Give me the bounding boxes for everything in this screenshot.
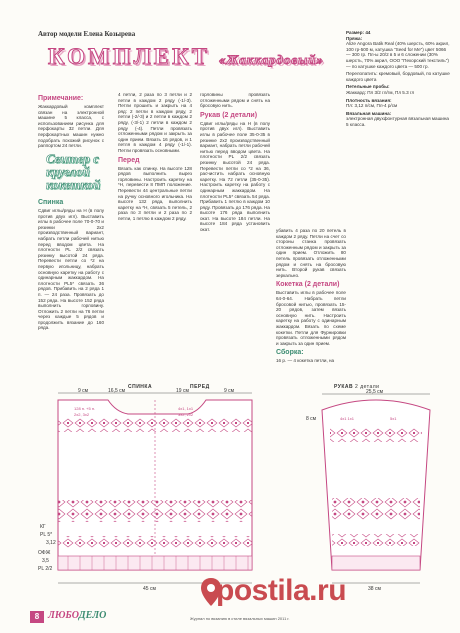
title-main: КОМПЛЕКТ	[48, 44, 211, 69]
sleeve-band-lower	[332, 534, 420, 546]
size-label: Размер: 44	[346, 30, 371, 35]
materials-sidebar	[346, 30, 450, 230]
back-heading: Спинка	[38, 199, 64, 206]
stitch-note-1: 128 п. +5 п.	[74, 406, 96, 411]
right2-column	[276, 228, 346, 366]
subtitle-text: Свитер с круглой кокеткой	[46, 151, 101, 192]
measure-back-neck: 16,5 см	[108, 388, 126, 394]
finish-text: 16 р. — 4 кокетка петли, на	[276, 358, 335, 364]
measure-front-shoulder: 9 см	[224, 388, 235, 394]
yoke-heading: Кокетка (2 детали)	[276, 281, 340, 289]
sleeve-stitch-note-2: 5x1	[390, 416, 397, 421]
back-text: Сдвиг иглы/ряды на Н (в полу против двух игл). Выставить иглы в рабочее поле 70-0-70 и резинки 2x2 производственный вариант, набрать петли рабочей нитью перед вводом цвета. На плотности PL 2/2 связать резинку высотой 24 ряда. Перевести петли со *2 на первую игольницу, набрать основную каретку на работу с одинарным жаккардом. На плотности PL5* связать 36 рядов. Прибавить на 2 ряда 1 п. — 24 раза. Провязать до 152 ряда. На высоте 152 ряда выполнить горловину. Отложить 2 петли на 76 петли через каждые 5 рядов и продолжить вязание до 160 ряда.	[38, 208, 104, 331]
sleeve-band-top	[330, 428, 422, 442]
right-top-text: горловины провязать отложенными рядом и снять на бросовую нить.	[200, 92, 270, 109]
yarn-label: Пряжа:	[346, 35, 363, 41]
page-number: 8	[30, 611, 44, 623]
sleeve-diagram-title: РУКАВ	[334, 384, 354, 390]
watermark-text: postila.ru	[216, 574, 347, 607]
middle-column	[118, 92, 192, 223]
tools-text: Жаккард: Пл 3/2 гл/гм, Пл 5.3 гл	[346, 89, 415, 95]
sleeve-band-middle	[332, 498, 420, 520]
middle-top-text: 4 петли, 2 раза по 3 петли и 2 петли в каждом 2 ряду (-1/-3). Петли прошить и закрыть на 4 ряд: 2 петли в каждом ряду, 2 петли (-2/-3) и 2 петли в каждом 2 ряду, (-3/-1) 2 петли в каждом 2 ряду (-4). Петли провязать отложенными рядом и закрыть за один прием. Вязать 16 рядов, и 1 петля в каждом 4 ряду (-1/-1). Петли провязать основными.	[118, 92, 192, 153]
sleeve-heading: Рукав (2 детали)	[200, 111, 258, 119]
measure-width-total: 45 см	[143, 586, 156, 592]
label-pl22: PL 2/2	[38, 566, 53, 572]
measure-sleeve-side: 8 см	[306, 416, 317, 422]
measure-back-shoulder: 9 см	[78, 388, 89, 394]
note-text: Жаккардовый комплект связан на электронной машине 5 класса, с использованием рисунка для перфокарты 32 петли. Для перфокартных машин нужно подобрать похожий рисунок с раппортом 24 петли.	[38, 104, 104, 149]
label-rib1: 3,12	[46, 540, 56, 546]
sleeve-stitch-note-1: 4x1 1x1	[340, 416, 355, 421]
left-column	[38, 92, 104, 151]
density-text: электронная двухфонтурная вязальная машина 5 класса.	[346, 116, 449, 127]
finish-heading: Сборка:	[276, 349, 304, 357]
yoke-text: Выставить иглы в рабочее поле 64-0-64. Набрать петли бросовой нитью, провязать 15-20 рядов, затем вязать основную нить. Настроить каретку на работу с одинарным жаккардом. Вязать по схеме кокетки. Петли для Фурнировки провязать отложенными рядом и закрыть за один прием.	[276, 290, 346, 346]
yarn-colors: Перелопатить: кремовый, бордовый, по катушке каждого цвета	[346, 71, 450, 82]
label-rib2: 3,5	[42, 558, 49, 564]
yarn-text: Alize Angora Batik Real (40% шерсть, 60% акрил, 100 гр-500 м, катушка "Seed for Me") цвет 5066 — 300 гр. Пл-ы 20/2 в 5 и 6 сложении (30% шерсть, 70% акрил, ООО "Пехорский текстиль") — по катушке каждого цвета — 500 гр.	[346, 41, 450, 69]
back-diagram-label: СПИНКА	[128, 384, 153, 390]
logo-sub: ДЕЛО	[78, 610, 107, 621]
sleeve-rib	[332, 556, 420, 570]
footer-credits: Журнал по вязанию в стиле вязальных машин 2011 г.	[190, 616, 290, 621]
machine-label: Плотность вязания:	[346, 97, 392, 103]
stitch-note-4: 3x2, 2x2	[178, 412, 194, 417]
author-line: Автор модели Елена Козырева	[38, 30, 136, 38]
stitch-note-2: 2x2, 3x2	[74, 412, 90, 417]
right2-top-text: убавить 4 раза по 20 петель в каждом 2 ряду. Петли на счет со стороны станка провязать отложенным рядом и закрыть за один прием. Отложить 80 петель провязать отложенными рядом и снять на бросовую нить. Второй рукав связать зеркально.	[276, 228, 346, 278]
measure-sleeve-width: 38 см	[368, 586, 381, 592]
logo-main: ЛЮБО	[48, 610, 79, 621]
back-column	[38, 196, 104, 333]
tools-label: Петельные пробы:	[346, 84, 390, 90]
label-pl5: PL 5*	[40, 532, 53, 538]
right-column	[200, 92, 270, 235]
front-diagram-label: ПЕРЕД	[190, 384, 210, 390]
sleeve-text: Сдвиг иглы/ряды на Н (в полу против двух игл). Выставить иглы в рабочее поле 35-0-35 в резинке 2x2 производственный вариант, набрать петли рабочей нитью перед вводом цвета. На плотности PL 2/2 связать резинку высотой 24 ряда. Перевести петли со *2 на 36, расчистить набрать основную каретку. На 72 петли (35-0-35). Настроить каретку на работу с одинарным жаккардом. На плотности PL5* связать 54 ряда. Прибавить 1 петлю в каждом 10 ряду. Провязать до 176 ряда. На высоте 176 ряда выполнить окат. На высоте 184 петли. На высоте 184 ряда установить окат.	[200, 120, 270, 233]
label-ofzh: ОФЖ	[38, 550, 51, 556]
jacquard-band-lower	[58, 536, 252, 548]
jacquard-band-top	[58, 418, 252, 432]
measure-sleeve-top: 25,5 см	[366, 389, 384, 395]
note-heading: Примечание:	[38, 95, 84, 102]
density-label: Вязальная машина:	[346, 110, 392, 116]
stitch-note-3: 4х1, 1x1	[178, 406, 194, 411]
sleeve-diagram-count: 2 детали	[355, 384, 380, 390]
section-subtitle	[46, 152, 118, 191]
front-heading: Перед	[118, 156, 140, 164]
magazine-logo	[48, 610, 106, 621]
label-kg: КГ	[40, 524, 46, 530]
title-sub: «Жаккардовый»	[218, 52, 324, 67]
rib-band	[58, 556, 252, 570]
jacquard-band-middle	[58, 500, 252, 522]
measure-back-half: 19 см	[176, 388, 189, 394]
machine-text: Пл: 3,12 п/см, Пл-4 р/см	[346, 103, 398, 109]
page-title	[48, 44, 324, 70]
front-text: Вязать как спинку. На высоте 128 рядов выполнить вырез горловины. Настроить каретку на *Н, перевести 8 ПМП положение. Перевести 44 центральные петли на ручку основного игольника. На высоте 132 ряда, выполнить каретку на *Н, связать 5 петель, 2 раза по 3 петли и 2 раза по 2 петли, 1 петлю в каждом 2 ряду.	[118, 165, 192, 221]
